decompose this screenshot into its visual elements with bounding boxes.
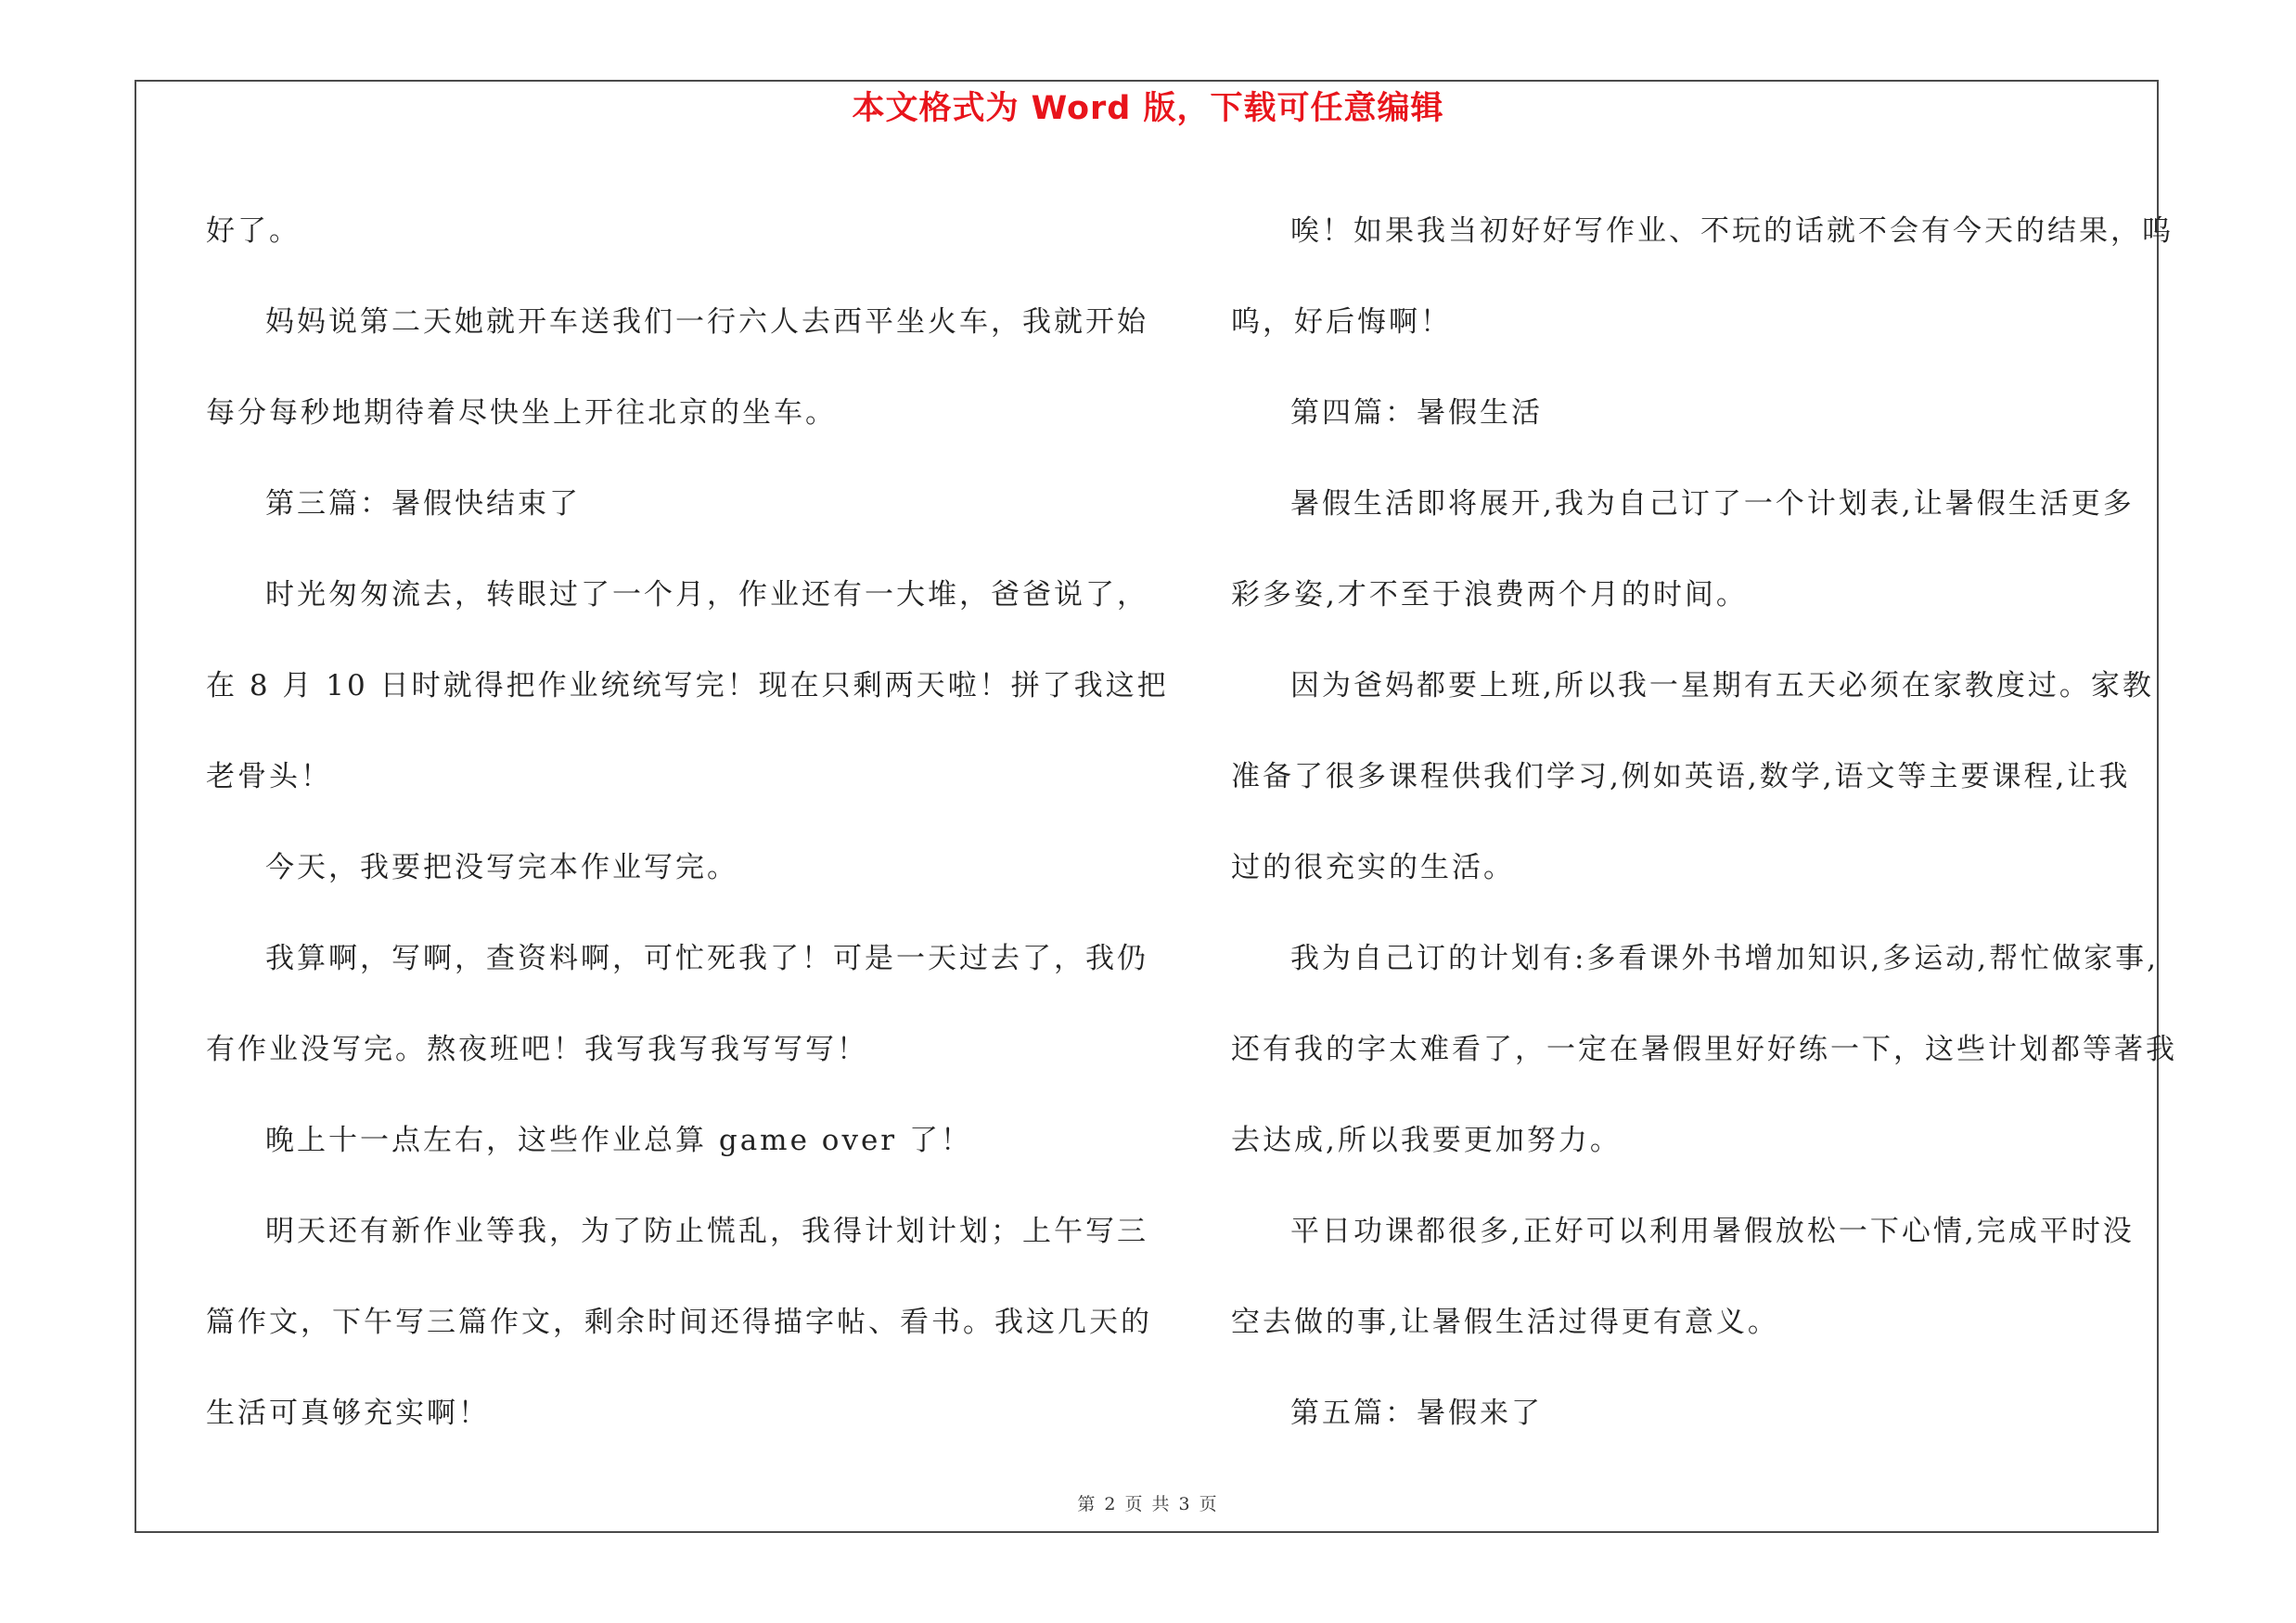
paragraph-line: 彩多姿,才不至于浪费两个月的时间。 <box>1231 578 1748 612</box>
paragraph-line: 妈妈说第二天她就开车送我们一行六人去西平坐火车，我就开始 <box>265 305 1148 339</box>
paragraph-line: 暑假生活即将展开,我为自己订了一个计划表,让暑假生活更多 <box>1290 487 2135 521</box>
paragraph-line: 呜，好后悔啊！ <box>1231 305 1452 339</box>
left-column <box>206 186 1169 1459</box>
section-heading: 第五篇：暑假来了 <box>1290 1397 1543 1430</box>
paragraph-line: 时光匆匆流去，转眼过了一个月，作业还有一大堆，爸爸说了， <box>265 578 1148 612</box>
page-indicator: 第 2 页 共 3 页 <box>1077 1494 1219 1514</box>
right-column <box>1231 186 2177 1459</box>
paragraph-line: 过的很充实的生活。 <box>1231 851 1515 884</box>
paragraph-line: 因为爸妈都要上班,所以我一星期有五天必须在家教度过。家教 <box>1290 669 2154 702</box>
paragraph-line: 有作业没写完。熬夜班吧！我写我写我写写写！ <box>206 1033 868 1066</box>
paragraph-line: 篇作文，下午写三篇作文，剩余时间还得描字帖、看书。我这几天的 <box>206 1306 1152 1339</box>
format-banner: 本文格式为 Word 版，下载可任意编辑 <box>852 90 1444 127</box>
section-heading: 第三篇：暑假快结束了 <box>265 487 581 521</box>
paragraph-line: 还有我的字太难看了，一定在暑假里好好练一下，这些计划都等著我 <box>1231 1033 2177 1066</box>
paragraph-line: 平日功课都很多,正好可以利用暑假放松一下心情,完成平时没 <box>1290 1215 2135 1248</box>
paragraph-line: 晚上十一点左右，这些作业总算 game over 了！ <box>265 1124 972 1157</box>
paragraph-line: 我算啊，写啊，查资料啊，可忙死我了！可是一天过去了，我仍 <box>265 942 1148 975</box>
paragraph-line: 生活可真够充实啊！ <box>206 1397 490 1430</box>
paragraph-line: 唉！如果我当初好好写作业、不玩的话就不会有今天的结果，呜 <box>1290 214 2174 248</box>
paragraph-line: 今天，我要把没写完本作业写完。 <box>265 851 738 884</box>
paragraph-line: 老骨头！ <box>206 760 332 793</box>
paragraph-line: 我为自己订的计划有:多看课外书增加知识,多运动,帮忙做家事, <box>1290 942 2160 975</box>
paragraph-line: 空去做的事,让暑假生活过得更有意义。 <box>1231 1306 1779 1339</box>
section-heading: 第四篇：暑假生活 <box>1290 396 1543 430</box>
paragraph-line: 准备了很多课程供我们学习,例如英语,数学,语文等主要课程,让我 <box>1231 760 2131 793</box>
paragraph-line: 每分每秒地期待着尽快坐上开往北京的坐车。 <box>206 396 837 430</box>
paragraph-line: 在 8 月 10 日时就得把作业统统写完！现在只剩两天啦！拼了我这把 <box>206 669 1169 702</box>
paragraph-line: 好了。 <box>206 214 301 248</box>
paragraph-line: 明天还有新作业等我，为了防止慌乱，我得计划计划；上午写三 <box>265 1215 1148 1248</box>
paragraph-line: 去达成,所以我要更加努力。 <box>1231 1124 1622 1157</box>
